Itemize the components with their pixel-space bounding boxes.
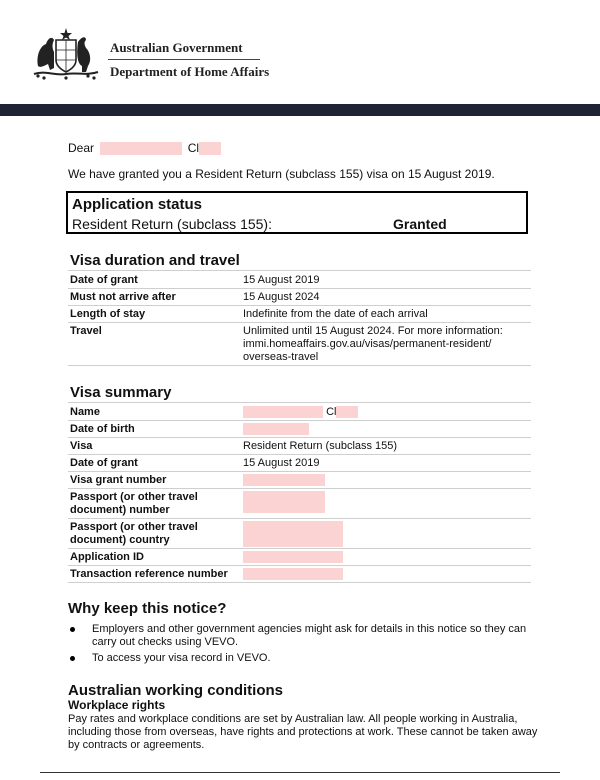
- row-key: Date of birth: [68, 421, 239, 438]
- working-subheading: Workplace rights: [68, 698, 166, 712]
- row-key-line-1: Passport (or other travel: [70, 521, 198, 533]
- department-name: Department of Home Affairs: [110, 64, 270, 79]
- list-item: [68, 623, 538, 649]
- row-key: Name: [68, 404, 239, 421]
- status-value: Granted: [393, 216, 447, 232]
- working-heading: Australian working conditions: [68, 682, 284, 699]
- application-status-box: [66, 191, 528, 234]
- redacted-transaction-reference: [243, 568, 343, 580]
- row-value: 15 August 2019: [239, 455, 531, 472]
- row-key: Length of stay: [68, 306, 239, 323]
- notice-heading: Why keep this notice?: [68, 600, 227, 617]
- redacted-grant-number: [243, 474, 325, 486]
- table-row: [68, 272, 531, 289]
- list-item-text: Employers and other government agencies might ask for details in this notice so they can carry out checks using VEVO.: [92, 623, 527, 648]
- redacted-given-name: [243, 406, 323, 418]
- row-value: 15 August 2019: [239, 272, 531, 289]
- row-value: Indefinite from the date of each arrival: [239, 306, 531, 323]
- row-key-line-2: document) country: [70, 534, 170, 546]
- row-value: [239, 566, 531, 583]
- redacted-passport-country: [243, 521, 343, 547]
- row-key-line-1: Passport (or other travel: [70, 491, 198, 503]
- letterhead-divider: [108, 59, 260, 60]
- table-row: [68, 519, 531, 549]
- status-label: Resident Return (subclass 155):: [72, 216, 272, 232]
- notice-list: [68, 623, 538, 668]
- row-key: Date of grant: [68, 455, 239, 472]
- name-initial: Cl: [326, 406, 337, 418]
- row-key: Date of grant: [68, 272, 239, 289]
- travel-line-1: Unlimited until 15 August 2024. For more information:: [243, 325, 503, 337]
- table-row: [68, 455, 531, 472]
- bullet-icon: [70, 656, 75, 661]
- list-item: [68, 652, 538, 665]
- row-key: Visa: [68, 438, 239, 455]
- table-row: [68, 306, 531, 323]
- row-value: Resident Return (subclass 155): [239, 438, 531, 455]
- header-band: [0, 104, 600, 116]
- salutation: [68, 141, 221, 155]
- row-key: [68, 489, 239, 519]
- status-title: Application status: [72, 196, 203, 213]
- row-key: Application ID: [68, 549, 239, 566]
- salutation-text: Dear: [68, 141, 95, 155]
- row-key: [68, 519, 239, 549]
- redacted-application-id: [243, 551, 343, 563]
- working-paragraph: Pay rates and workplace conditions are set by Australian law. All people working in Australia, including those from overseas, have rights and protections at work. These cannot be taken away by contracts or agreements.: [68, 713, 538, 751]
- row-value: [239, 472, 531, 489]
- list-item-text: To access your visa record in VEVO.: [92, 652, 271, 664]
- redacted-surname: [199, 142, 221, 155]
- row-value: [239, 489, 531, 519]
- redacted-passport-number: [243, 491, 325, 513]
- summary-table: [68, 404, 531, 583]
- row-value: [239, 519, 531, 549]
- redacted-given-name: [100, 142, 182, 155]
- travel-line-2: immi.homeaffairs.gov.au/visas/permanent-resident/: [243, 338, 492, 350]
- table-row: [68, 404, 531, 421]
- table-row: [68, 472, 531, 489]
- row-value: 15 August 2024: [239, 289, 531, 306]
- duration-heading: Visa duration and travel: [70, 252, 240, 269]
- duration-heading-rule: [68, 270, 531, 271]
- row-value: [239, 421, 531, 438]
- row-key-line-2: document) number: [70, 504, 170, 516]
- coat-of-arms-icon: [30, 26, 102, 82]
- row-value: [239, 549, 531, 566]
- surname-initial: Cl: [187, 141, 200, 155]
- letterhead: [0, 0, 600, 104]
- row-key: Transaction reference number: [68, 566, 239, 583]
- row-key: Visa grant number: [68, 472, 239, 489]
- duration-table: [68, 272, 531, 366]
- summary-heading: Visa summary: [70, 384, 172, 401]
- summary-heading-rule: [68, 402, 531, 403]
- row-value: [239, 323, 531, 366]
- table-row: [68, 549, 531, 566]
- footer-divider: [40, 772, 560, 773]
- grant-intro: We have granted you a Resident Return (subclass 155) visa on 15 August 2019.: [68, 167, 495, 181]
- table-row: [68, 489, 531, 519]
- government-name: Australian Government: [110, 40, 243, 55]
- row-key: Must not arrive after: [68, 289, 239, 306]
- redacted-date-of-birth: [243, 423, 309, 435]
- bullet-icon: [70, 627, 75, 632]
- row-key: Travel: [68, 323, 239, 366]
- table-row: [68, 438, 531, 455]
- table-row: [68, 289, 531, 306]
- table-row: [68, 421, 531, 438]
- table-row: [68, 323, 531, 366]
- redacted-surname: [336, 406, 358, 418]
- travel-line-3: overseas-travel: [243, 351, 319, 363]
- table-row: [68, 566, 531, 583]
- row-value: [239, 404, 531, 421]
